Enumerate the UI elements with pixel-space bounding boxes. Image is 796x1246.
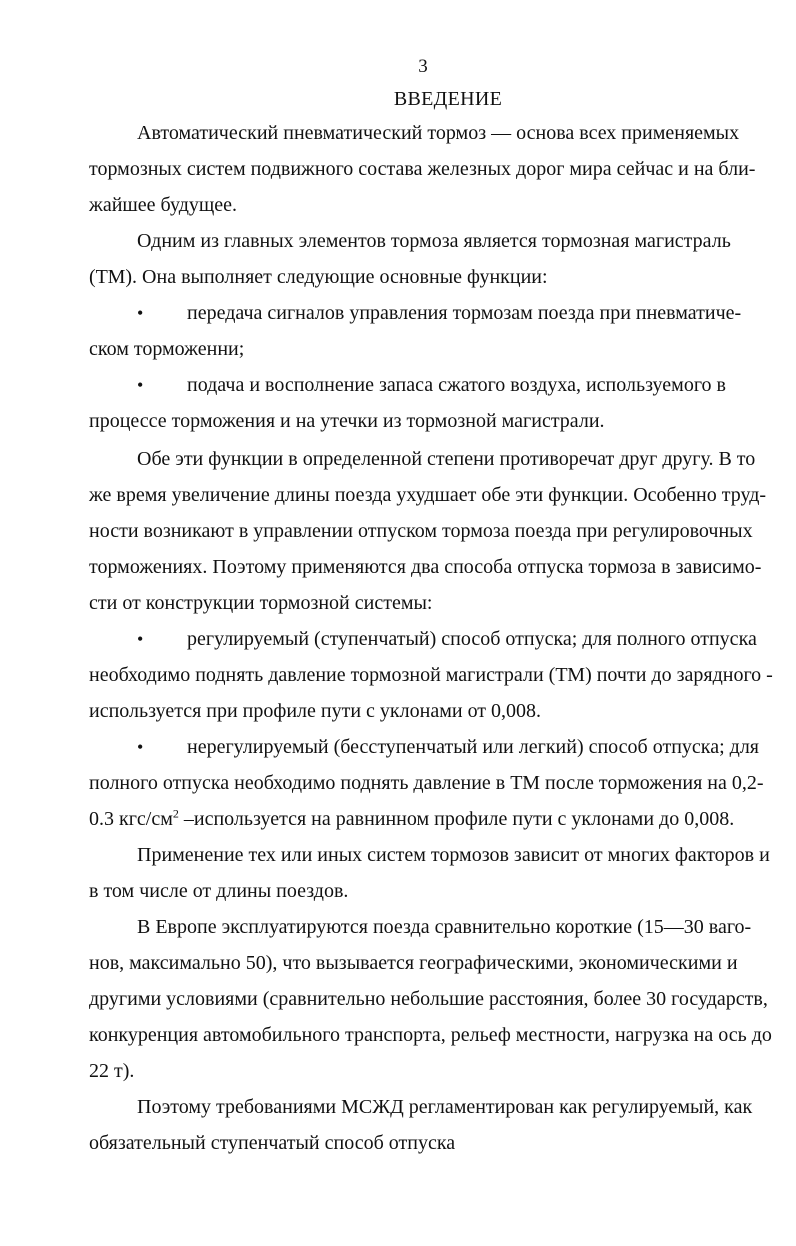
paragraph-line: Автоматический пневматический тормоз — основа всех применяемых bbox=[137, 122, 740, 144]
paragraph-line: 22 т). bbox=[89, 1060, 135, 1082]
list-item-line: полного отпуска необходимо поднять давление в ТМ после торможения на 0,2- bbox=[89, 772, 764, 794]
paragraph-line: жайшее будущее. bbox=[89, 194, 238, 216]
paragraph-line: обязательный ступенчатый способ отпуска bbox=[89, 1132, 456, 1154]
list-item-line: ском торможенни; bbox=[89, 338, 245, 360]
list-item-line-rest: –используется на равнинном профиле пути с уклонами до 0,008. bbox=[178, 808, 735, 830]
superscript-exponent: 2 bbox=[172, 806, 179, 821]
paragraph-line: сти от конструкции тормозной системы: bbox=[89, 592, 433, 614]
paragraph-line: же время увеличение длины поезда ухудшает обе эти функции. Особенно труд- bbox=[89, 484, 767, 506]
bullet-marker: • bbox=[137, 629, 144, 649]
bullet-marker: • bbox=[137, 303, 144, 323]
paragraph-line: в том числе от длины поездов. bbox=[89, 880, 349, 902]
paragraph-line: Поэтому требованиями МСЖД регламентирован как регулируемый, как bbox=[137, 1096, 753, 1118]
paragraph-line: конкуренция автомобильного транспорта, рельеф местности, нагрузка на ось до bbox=[89, 1024, 772, 1046]
paragraph-line: другими условиями (сравнительно небольшие расстояния, более 30 государств, bbox=[89, 988, 768, 1010]
page-number: 3 bbox=[418, 56, 428, 77]
bullet-marker: • bbox=[137, 737, 144, 757]
paragraph-line: нов, максимально 50), что вызывается географическими, экономическими и bbox=[89, 952, 738, 974]
paragraph-line: В Европе эксплуатируются поезда сравнительно короткие (15—30 ваго- bbox=[137, 916, 752, 938]
list-item-line: регулируемый (ступенчатый) способ отпуска; для полного отпуска bbox=[187, 628, 757, 650]
paragraph-line: Обе эти функции в определенной степени противоречат друг другу. В то bbox=[137, 448, 756, 470]
list-item-line bbox=[89, 807, 734, 831]
list-item-line: подача и восполнение запаса сжатого воздуха, используемого в bbox=[187, 374, 726, 396]
list-item-line: нерегулируемый (бесступенчатый или легкий) способ отпуска; для bbox=[187, 736, 759, 758]
paragraph-line: торможениях. Поэтому применяются два способа отпуска тормоза в зависимо- bbox=[89, 556, 762, 578]
paragraph-line: тормозных систем подвижного состава железных дорог мира сейчас и на бли- bbox=[89, 158, 756, 180]
page-title: ВВЕДЕНИЕ bbox=[393, 88, 503, 110]
paragraph-line: ности возникают в управлении отпуском тормоза поезда при регулировочных bbox=[89, 520, 753, 542]
paragraph-line: (ТМ). Она выполняет следующие основные функции: bbox=[89, 266, 548, 288]
paragraph-line: Одним из главных элементов тормоза является тормозная магистраль bbox=[137, 230, 731, 252]
list-item-line: передача сигналов управления тормозам поезда при пневматиче- bbox=[187, 302, 742, 324]
pressure-value: 0.3 кгс/см bbox=[89, 808, 173, 830]
paragraph-line: Применение тех или иных систем тормозов зависит от многих факторов и bbox=[137, 844, 770, 866]
list-item-line: процессе торможения и на утечки из тормозной магистрали. bbox=[89, 410, 605, 432]
bullet-marker: • bbox=[137, 375, 144, 395]
list-item-line: используется при профиле пути с уклонами от 0,008. bbox=[89, 700, 542, 722]
list-item-line: необходимо поднять давление тормозной магистрали (ТМ) почти до зарядного - bbox=[89, 664, 773, 686]
